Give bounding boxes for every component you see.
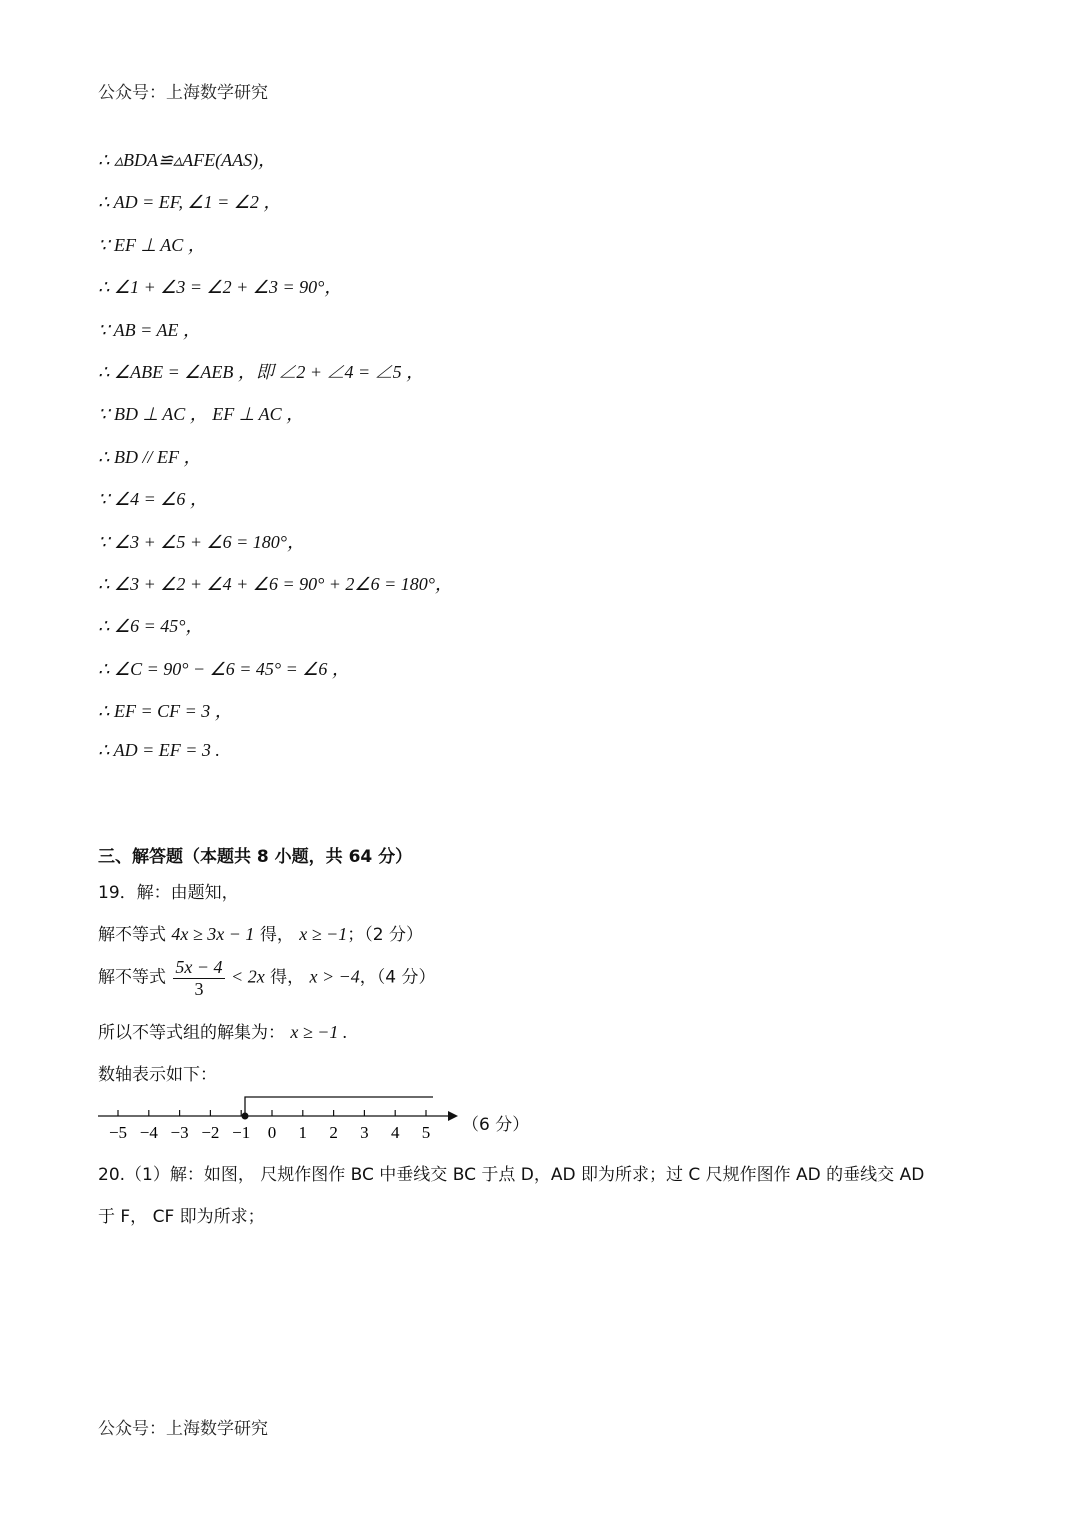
q20-line-1: 20.（1）解：如图， 尺规作图作 BC 中垂线交 BC 于点 D，AD 即为所求；过 C 尺规作图作 AD 的垂线交 AD — [98, 1165, 925, 1185]
q19-line-5: 数轴表示如下： — [98, 1065, 217, 1085]
proof-line: ∴ ∠6 = 45°， — [98, 616, 204, 637]
proof-line: ∴ ▵BDA≌▵AFE(AAS)， — [98, 150, 277, 170]
number-line-score: （6 分） — [462, 1115, 530, 1135]
tick-label: −2 — [201, 1123, 220, 1142]
tick-label: 1 — [298, 1123, 308, 1142]
number-line-arrow — [448, 1111, 458, 1121]
proof-line: ∴ EF = CF = 3 ， — [98, 701, 233, 722]
tick-label: 0 — [267, 1123, 277, 1142]
fraction: $\frac{5x - 4}{3}$ — [175, 957, 223, 999]
proof-line: ∴ AD = EF, ∠1 = ∠2 ， — [98, 192, 282, 213]
page-footer: 公众号：上海数学研究 — [98, 1419, 268, 1439]
solution-bracket — [245, 1097, 433, 1116]
tick-label: 2 — [329, 1123, 338, 1142]
tick-label: −1 — [232, 1123, 251, 1142]
tick-label: 3 — [360, 1123, 369, 1142]
proof-line: ∴ ∠C = 90° − ∠6 = 45° = ∠6 ， — [98, 658, 350, 679]
proof-line: ∵ AB = AE ， — [98, 319, 201, 340]
q19-line-1: 19．解：由题知， — [98, 883, 239, 903]
proof-line: ∴ ∠3 + ∠2 + ∠4 + ∠6 = 90° + 2∠6 = 180°， — [98, 574, 453, 594]
proof-line: ∵ ∠4 = ∠6 ， — [98, 489, 208, 510]
tick-label: 5 — [421, 1123, 431, 1142]
proof-line: ∵ BD ⊥ AC ， EF ⊥ AC ， — [98, 404, 305, 425]
proof-line: ∴ BD // EF ， — [98, 446, 202, 467]
tick-label: −4 — [139, 1123, 158, 1142]
q20-line-2: 于 F， CF 即为所求； — [98, 1207, 265, 1227]
section-title: 三、解答题（本题共 8 小题，共 64 分） — [98, 847, 413, 867]
proof-line: ∵ ∠3 + ∠5 + ∠6 = 180°， — [98, 531, 305, 552]
proof-line: ∴ AD = EF = 3 . — [98, 739, 220, 760]
tick-label: −3 — [170, 1123, 189, 1142]
q19-line-4: 所以不等式组的解集为： x ≥ −1 . — [98, 1022, 348, 1043]
solution-point — [242, 1113, 249, 1120]
q19-line-3: 解不等式 $\frac{5x - 4}{3}$ < 2x 得， x > −4，（4 分） — [98, 957, 436, 999]
q19-line-2: 解不等式 4x ≥ 3x − 1 得， x ≥ −1；（2 分） — [98, 924, 423, 945]
proof-line: ∵ EF ⊥ AC ， — [98, 234, 206, 255]
proof-line: ∴ ∠ABE = ∠AEB ，即 ∠2 + ∠4 = ∠5 ， — [98, 362, 425, 382]
number-line-ticks — [109, 1110, 430, 1142]
proof-line: ∴ ∠1 + ∠3 = ∠2 + ∠3 = 90°， — [98, 277, 343, 298]
tick-label: 4 — [390, 1123, 400, 1142]
tick-label: −5 — [108, 1123, 128, 1142]
page-header: 公众号：上海数学研究 — [98, 83, 268, 103]
